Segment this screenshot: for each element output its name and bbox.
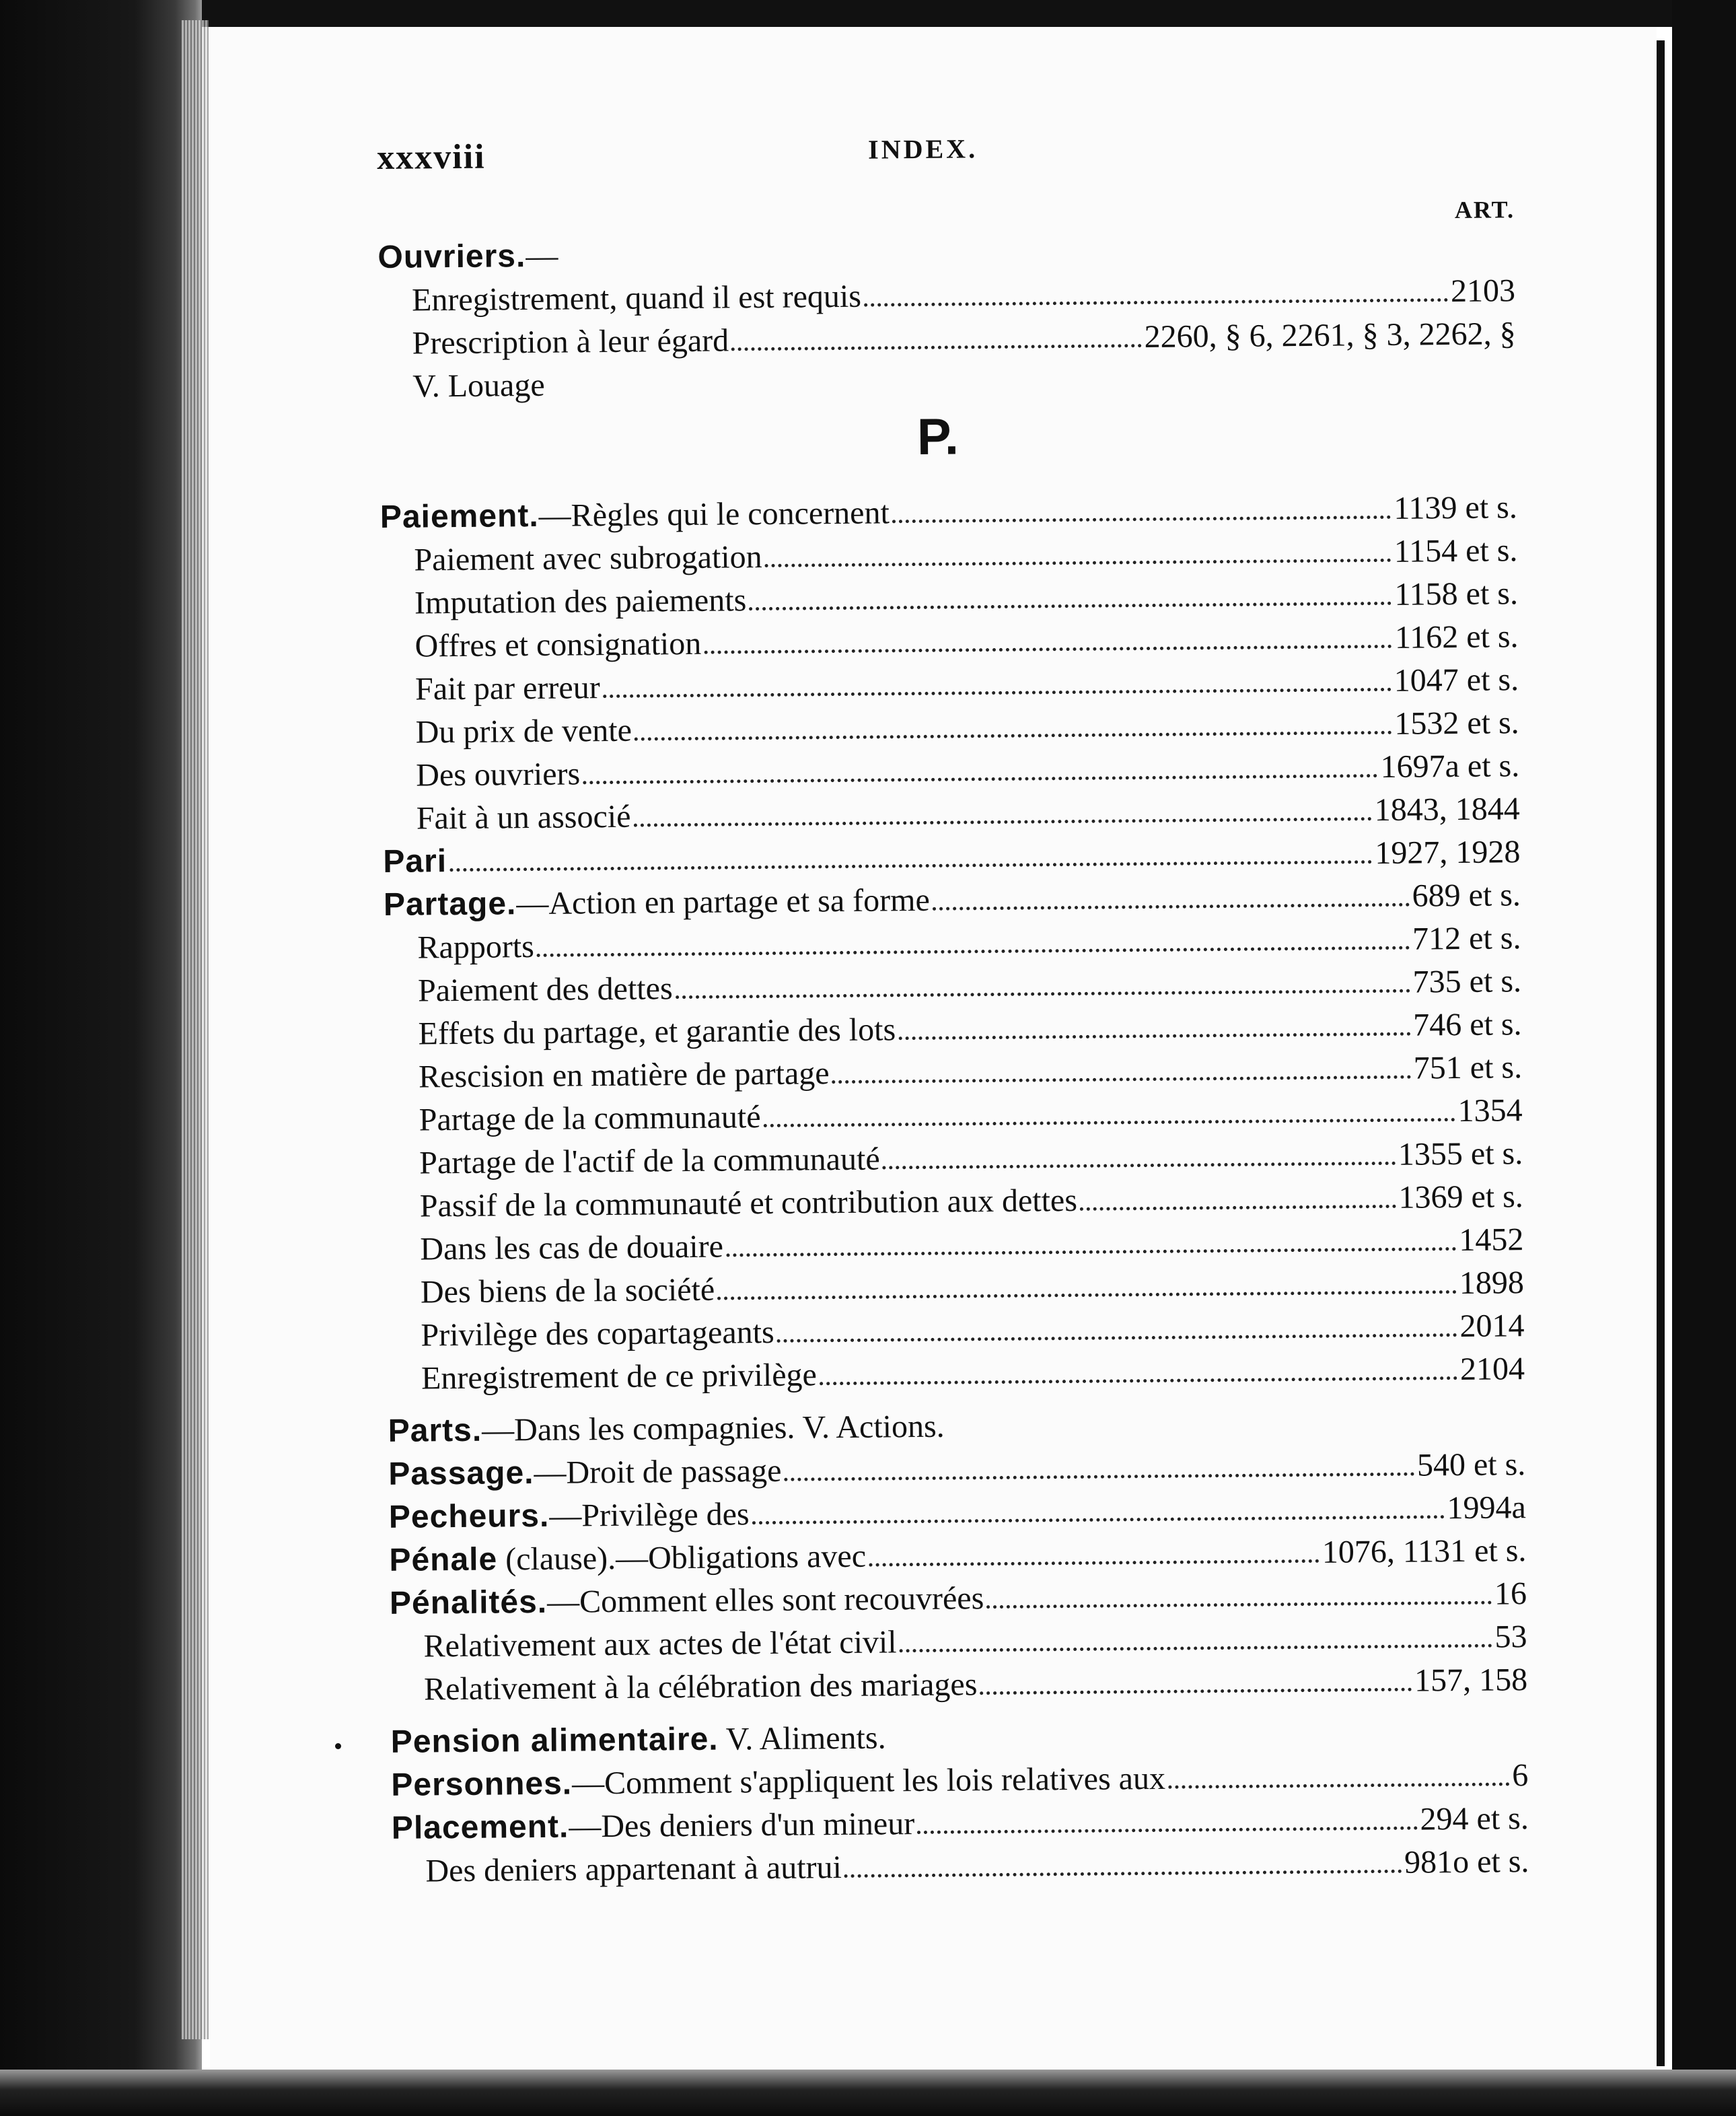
entry-ref: 1076, 1131 et s. bbox=[1322, 1532, 1527, 1570]
entry-text: V. Louage bbox=[412, 367, 545, 404]
entry-text: Effets du partage, et garantie des lots bbox=[418, 1012, 896, 1052]
entry-ref: 6 bbox=[1512, 1757, 1529, 1794]
entry-text: Fait à un associé bbox=[416, 798, 631, 837]
dot-leader bbox=[449, 860, 1372, 872]
dot-leader bbox=[820, 1376, 1457, 1385]
entry-text: Rapports bbox=[417, 929, 535, 966]
entry-ref: 540 et s. bbox=[1416, 1446, 1526, 1483]
dot-leader bbox=[777, 1333, 1457, 1343]
entry-ref: 735 et s. bbox=[1412, 963, 1522, 1000]
entry-head: Personnes. bbox=[391, 1765, 573, 1803]
dot-leader bbox=[864, 298, 1448, 307]
entry-text: Imputation des paiements bbox=[414, 582, 747, 621]
entry-text: V. Aliments. bbox=[718, 1720, 886, 1757]
entry-text: —Dans les compagnies. V. Actions. bbox=[481, 1408, 945, 1448]
dot-leader bbox=[986, 1601, 1492, 1609]
entry-text: Relativement aux actes de l'état civil bbox=[423, 1624, 897, 1664]
entry-ref: 1697a et s. bbox=[1380, 748, 1520, 785]
entry-ref: 1898 bbox=[1459, 1265, 1525, 1302]
dot-leader bbox=[869, 1559, 1319, 1567]
dot-leader bbox=[749, 602, 1391, 610]
entry-text: Des ouvriers bbox=[416, 756, 581, 794]
section-letter: P. bbox=[916, 408, 960, 466]
entry-text: Des biens de la société bbox=[420, 1271, 715, 1310]
entry-text: Enregistrement, quand il est requis bbox=[411, 278, 862, 318]
entry-text: Rescision en matière de partage bbox=[418, 1055, 830, 1095]
entry-head: Passage. bbox=[388, 1455, 534, 1492]
entry-head: Pari bbox=[383, 843, 447, 880]
dot-leader bbox=[633, 817, 1371, 827]
dot-leader bbox=[933, 903, 1410, 911]
dot-leader bbox=[583, 774, 1377, 784]
entry-ref: 294 et s. bbox=[1420, 1800, 1529, 1837]
entry-text: Partage de la communauté bbox=[419, 1099, 761, 1138]
dot-leader bbox=[900, 1644, 1492, 1653]
running-head: INDEX. bbox=[867, 133, 978, 165]
entry-text: —Privilège des bbox=[549, 1496, 750, 1534]
entry-text: Dans les cas de douaire bbox=[420, 1228, 724, 1267]
entry-text: Enregistrement de ce privilège bbox=[421, 1357, 818, 1397]
entry-ref: 1452 bbox=[1459, 1222, 1524, 1259]
dot-leader bbox=[844, 1870, 1402, 1878]
dot-leader bbox=[1168, 1782, 1509, 1788]
entry-text: Privilège des copartageants bbox=[421, 1314, 774, 1353]
entry-ref: 2103 bbox=[1450, 273, 1516, 310]
dot-leader bbox=[537, 946, 1410, 957]
dot-leader bbox=[603, 688, 1391, 698]
entry-text: (clause).—Obligations avec bbox=[497, 1538, 867, 1578]
entry-ref: 689 et s. bbox=[1412, 877, 1521, 914]
entry-head: Parts. bbox=[388, 1412, 482, 1449]
scan-border-top bbox=[0, 0, 1736, 27]
dot-leader bbox=[917, 1827, 1417, 1834]
entry-text: Offres et consignation bbox=[414, 625, 702, 664]
dot-leader bbox=[898, 1032, 1410, 1041]
dot-leader bbox=[832, 1075, 1411, 1084]
entry-text: Fait par erreur bbox=[414, 670, 600, 707]
entry-ref: 1355 et s. bbox=[1398, 1135, 1523, 1172]
dot-leader bbox=[892, 516, 1391, 523]
entry-head: Ouvriers. bbox=[377, 238, 526, 275]
dot-leader bbox=[1080, 1205, 1396, 1211]
ink-speck bbox=[335, 1743, 341, 1749]
entry-text: Des deniers appartenant à autrui bbox=[425, 1849, 842, 1889]
book-binding-shadow bbox=[0, 0, 202, 2116]
entry-head: Pénale bbox=[389, 1541, 498, 1578]
entry-ref: 1162 et s. bbox=[1394, 619, 1519, 656]
dot-leader bbox=[635, 731, 1391, 741]
entry-head: Pecheurs. bbox=[388, 1497, 550, 1535]
entry-ref: 1154 et s. bbox=[1394, 532, 1518, 569]
entry-text: Partage de l'actif de la communauté bbox=[419, 1141, 880, 1181]
entry-head: Paiement. bbox=[379, 497, 539, 535]
dot-leader bbox=[765, 559, 1391, 567]
page-number: xxxviii bbox=[377, 137, 486, 177]
scan-border-strip bbox=[1657, 40, 1665, 2066]
entry-text: Paiement des dettes bbox=[417, 971, 673, 1009]
page-header bbox=[377, 128, 1535, 205]
entry-head: Partage. bbox=[383, 886, 517, 923]
entry-text: —Comment elles sont recouvrées bbox=[546, 1580, 984, 1620]
dot-leader bbox=[883, 1162, 1396, 1170]
entry-ref: 981o et s. bbox=[1404, 1843, 1529, 1880]
entry-text: —Action en partage et sa forme bbox=[516, 882, 930, 922]
dot-leader bbox=[764, 1118, 1455, 1127]
entry-text: Relativement à la célébration des mariages bbox=[423, 1666, 978, 1707]
scan-border-bottom bbox=[0, 2070, 1736, 2116]
scan-border-right bbox=[1672, 0, 1736, 2116]
entry-text: —Des deniers d'un mineur bbox=[569, 1806, 915, 1845]
page-edges bbox=[182, 20, 209, 2039]
dot-leader bbox=[704, 645, 1392, 654]
dot-leader bbox=[752, 1515, 1445, 1524]
entry-ref: 712 et s. bbox=[1412, 920, 1521, 957]
article-column-label: ART. bbox=[1454, 196, 1515, 224]
entry-text: —Règles qui le concernent bbox=[538, 495, 890, 534]
entry-ref: 2014 bbox=[1459, 1308, 1525, 1345]
dot-leader bbox=[980, 1688, 1412, 1695]
entry-ref: 1354 bbox=[1457, 1092, 1523, 1129]
entry-text: —Comment s'appliquent les lois relatives aux bbox=[571, 1760, 1166, 1802]
entry-ref: 53 bbox=[1494, 1619, 1527, 1655]
entry-ref: 751 et s. bbox=[1413, 1049, 1523, 1086]
entry-ref: 1369 et s. bbox=[1398, 1178, 1524, 1215]
entry-ref: 157, 158 bbox=[1414, 1662, 1528, 1699]
entry-head: Pénalités. bbox=[389, 1584, 548, 1621]
entry-head: Placement. bbox=[391, 1808, 569, 1846]
entry-ref: 746 et s. bbox=[1413, 1006, 1522, 1043]
entry-ref: 1047 et s. bbox=[1394, 662, 1519, 699]
entry-ref: 1843, 1844 bbox=[1374, 791, 1520, 828]
dot-leader bbox=[784, 1473, 1414, 1481]
entry-text: — bbox=[526, 238, 558, 275]
entry-ref: 1994a bbox=[1447, 1489, 1527, 1526]
entry-ref: 2104 bbox=[1459, 1351, 1525, 1388]
entry-ref: 2260, § 6, 2261, § 3, 2262, § bbox=[1144, 316, 1516, 355]
entry-text: Prescription à leur égard bbox=[412, 322, 729, 361]
dot-leader bbox=[717, 1290, 1457, 1300]
entry-text: Passif de la communauté et contribution aux dettes bbox=[419, 1182, 1078, 1224]
dot-leader bbox=[676, 989, 1410, 999]
dot-leader bbox=[731, 344, 1142, 351]
index-page-content bbox=[377, 128, 1550, 1893]
entry-ref: 1158 et s. bbox=[1394, 575, 1519, 612]
entry-ref: 1139 et s. bbox=[1394, 489, 1518, 526]
entry-text: Paiement avec subrogation bbox=[414, 539, 762, 578]
entry-ref: 1927, 1928 bbox=[1375, 834, 1521, 872]
entry-text: —Droit de passage bbox=[534, 1452, 782, 1491]
entry-text: Du prix de vente bbox=[415, 712, 632, 750]
entry-head: Pension alimentaire. bbox=[390, 1721, 719, 1760]
entry-ref: 16 bbox=[1494, 1576, 1527, 1612]
entry-ref: 1532 et s. bbox=[1394, 705, 1519, 742]
dot-leader bbox=[726, 1247, 1457, 1257]
